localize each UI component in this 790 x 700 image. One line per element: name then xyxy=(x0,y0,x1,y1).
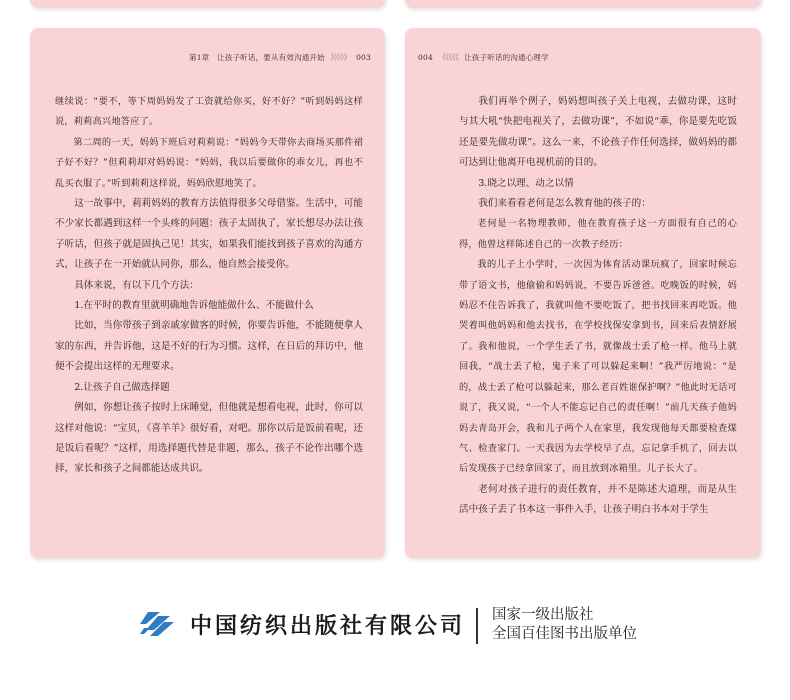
publisher-honors xyxy=(492,606,637,644)
paragraph: 2.让孩子自己做选择题 xyxy=(74,381,170,393)
previous-page-right-edge xyxy=(405,0,761,8)
paragraph: 这一故事中，莉莉妈妈的教育方法值得很多父母借鉴。生活中，可能不少家长都遇到这样一个头疼的问题：孩子太固执了，家长想尽办法让孩子听话，但孩子就是固执己见！其实，如果我们能找到孩子喜欢的沟通方式，让孩子在一开始就认同你，那么，他自然会接受你。 xyxy=(55,198,363,271)
honor-line: 全国百佳图书出版单位 xyxy=(492,626,637,642)
running-header xyxy=(189,52,371,63)
page-body xyxy=(55,92,363,480)
paragraph: 我们再举个例子，妈妈想叫孩子关上电视，去做功课，这时与其大吼“快把电视关了，去做功课”，不如说“乖，你是要先吃饭还是要先做功课”。这么一来，不论孩子作任何选择，做妈妈的都可达到让他离开电视机前的目的。 xyxy=(459,96,737,169)
paragraph: 1.在平时的教育里就明确地告诉他能做什么、不能做什么 xyxy=(74,300,314,312)
previous-page-left-edge xyxy=(30,0,385,8)
footer-divider xyxy=(476,608,478,644)
publisher-footer xyxy=(0,600,790,660)
paragraph: 继续说：“要不，等下周妈妈发了工资就给你买，好不好？”听到妈妈这样说，莉莉高兴地答应了。 xyxy=(55,96,363,128)
publisher-name: 中国纺织出版社有限公司 xyxy=(190,614,466,639)
paragraph: 我们来看看老何是怎么教育他的孩子的： xyxy=(478,198,651,210)
book-title: 让孩子听话的沟通心理学 xyxy=(464,53,549,62)
paragraph: 比如，当你带孩子到亲戚家做客的时候，你要告诉他，不能随便拿人家的东西，并告诉他，这是不好的行为习惯。这样，在日后的拜访中，他便不会提出这样的无理要求。 xyxy=(55,320,363,373)
paragraph: 老何对孩子进行的责任教育，并不是陈述大道理，而是从生活中孩子丢了书本这一事件入手，让孩子明白书本对于学生 xyxy=(459,483,737,516)
chevron-decoration: 《《《《《 xyxy=(438,53,459,62)
book-page-left xyxy=(30,28,385,558)
page-body xyxy=(459,92,737,521)
book-page-right xyxy=(405,28,761,558)
honor-line: 国家一级出版社 xyxy=(492,607,594,623)
chapter-title: 第1章 让孩子听话，要从有效沟通开始 xyxy=(189,53,325,62)
running-header xyxy=(418,52,549,63)
chevron-decoration: 》》》》》 xyxy=(330,53,351,62)
paragraph: 具体来说，有以下几个方法： xyxy=(74,279,199,291)
paragraph: 例如，你想让孩子按时上床睡觉，但他就是想看电视，此时，你可以这样对他说：“宝贝，《喜羊羊》很好看，对吧。那你以后是饭前看呢，还是饭后看呢？”这样，用选择题代替是非题，那么，孩子不论作出哪个选择，家长和孩子之间都能达成共识。 xyxy=(55,402,363,475)
publisher-logo-icon xyxy=(140,610,174,638)
page-number: 004 xyxy=(418,53,433,62)
paragraph: 第二周的一天，妈妈下班后对莉莉说：“妈妈今天带你去商场买那件裙子好不好？”但莉莉却对妈妈说：“妈妈，我以后要做你的乖女儿，再也不乱买衣服了。”听到莉莉这样说，妈妈欣慰地笑了。 xyxy=(55,136,363,189)
paragraph: 老何是一名物理教师，他在教育孩子这一方面很有自己的心得，他曾这样陈述自己的一次教子经历： xyxy=(459,218,737,250)
paragraph: 3.晓之以理、动之以情 xyxy=(478,177,574,189)
paragraph: 我的儿子上小学时，一次因为体育活动课玩疯了，回家时候忘带了语文书，他偷偷和妈妈说，不要告诉爸爸。吃晚饭的时候，妈妈忍不住告诉我了，我就叫他不要吃饭了，把书找回来再吃饭。他哭着叫他妈妈和他去找书，在学校找保安拿到书，回来后表情舒展了。我和他说，一个学生丢了书，就像战士丢了枪一样。他马上就回我，“战士丢了枪，鬼子来了可以躲起来啊！”我严厉地说：“是的，战士丢了枪可以躲起来，那么老百姓谁保护啊？”他此时无话可说了，我又说，“一个人不能忘记自己的责任啊！”前几天孩子他妈妈去青岛开会，我和儿子两个人在家里，我发现他每天都要检查煤气、检查家门。一天我因为去学校早了点，忘记拿手机了，回去以后发现孩子已经拿回家了，而且放到冰箱里。儿子长大了。 xyxy=(459,259,737,475)
page-number: 003 xyxy=(356,53,371,62)
